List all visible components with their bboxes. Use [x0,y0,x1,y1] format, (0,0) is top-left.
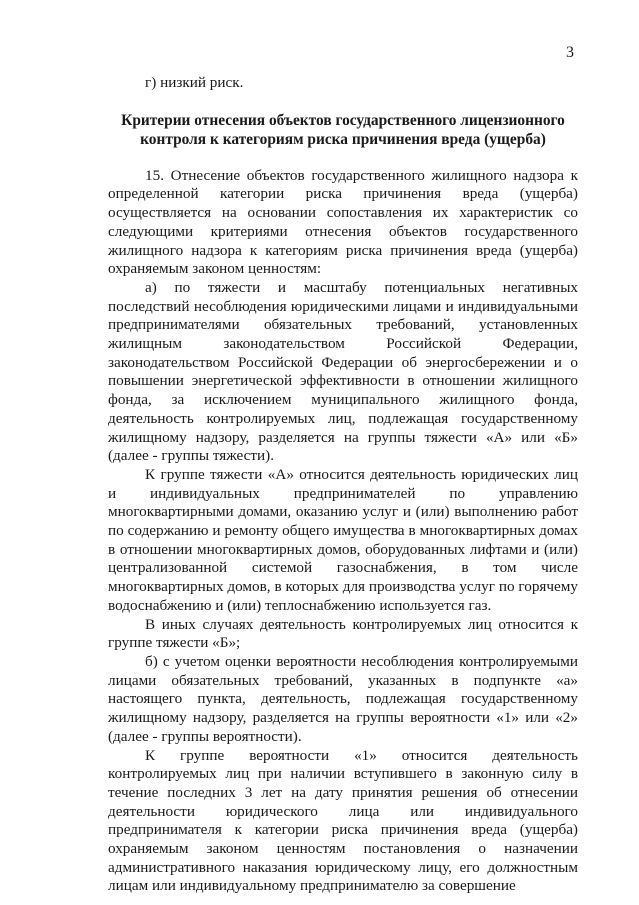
document-body [108,74,578,896]
paragraph-a: а) по тяжести и масштабу потенциальных негативных последствий несоблюдения юридическими лицами и индивидуальными предпринимателями обязательных требований, установленных жилищным законодательством Российской Федерации, законодательством Российской Федерации об энергосбережении и о повышении энергетической эффективности в отношении жилищного фонда, за исключением муниципального жилищного фонда, деятельность контролируемых лиц, подлежащая государственному жилищному надзору, разделяется на группы тяжести «А» или «Б» (далее - группы тяжести). [108,278,578,465]
paragraph-group-1: К группе вероятности «1» относится деятельность контролируемых лиц при наличии вступившего в законную силу в течение последних 3 лет на дату принятия решения об отнесении деятельности юридического лица или индивидуального предпринимателя к категории риска причинения вреда (ущерба) охраняемым законом ценностям постановления о назначении административного наказания юридическому лицу, его должностным лицам или индивидуальному предпринимателю за совершение [108,746,578,895]
section-heading-line: контроля к категориям риска причинения вреда (ущерба) [140,130,546,148]
paragraph-15: 15. Отнесение объектов государственного жилищного надзора к определенной категории риска причинения вреда (ущерба) осуществляется на основании сопоставления их характеристик со следующими критериями отнесения объектов государственного жилищного надзора к категориям риска причинения вреда (ущерба) охраняемым законом ценностям: [108,166,578,278]
paragraph-b: б) с учетом оценки вероятности несоблюдения контролируемыми лицами обязательных требований, указанных в подпункте «а» настоящего пункта, деятельность, подлежащая государственному жилищному надзору, разделяется на группы вероятности «1» или «2» (далее - группы вероятности). [108,652,578,745]
page-number: 3 [566,44,574,61]
intro-list-item: г) низкий риск. [145,74,244,91]
paragraph-group-a: К группе тяжести «А» относится деятельность юридических лиц и индивидуальных предпринимателей по управлению многоквартирными домами, оказанию услуг и (или) выполнению работ по содержанию и ремонту общего имущества в многоквартирных домах в отношении многоквартирных домов, оборудованных лифтами и (или) централизованной системой газоснабжения, в том числе многоквартирных домов, в которых для производства услуг по горячему водоснабжению и (или) теплоснабжению используется газ. [108,465,578,614]
section-heading [108,111,578,149]
section-heading-line: Критерии отнесения объектов государственного лицензионного [121,111,565,129]
paragraph-group-b: В иных случаях деятельность контролируемых лиц относится к группе тяжести «Б»; [108,615,578,652]
